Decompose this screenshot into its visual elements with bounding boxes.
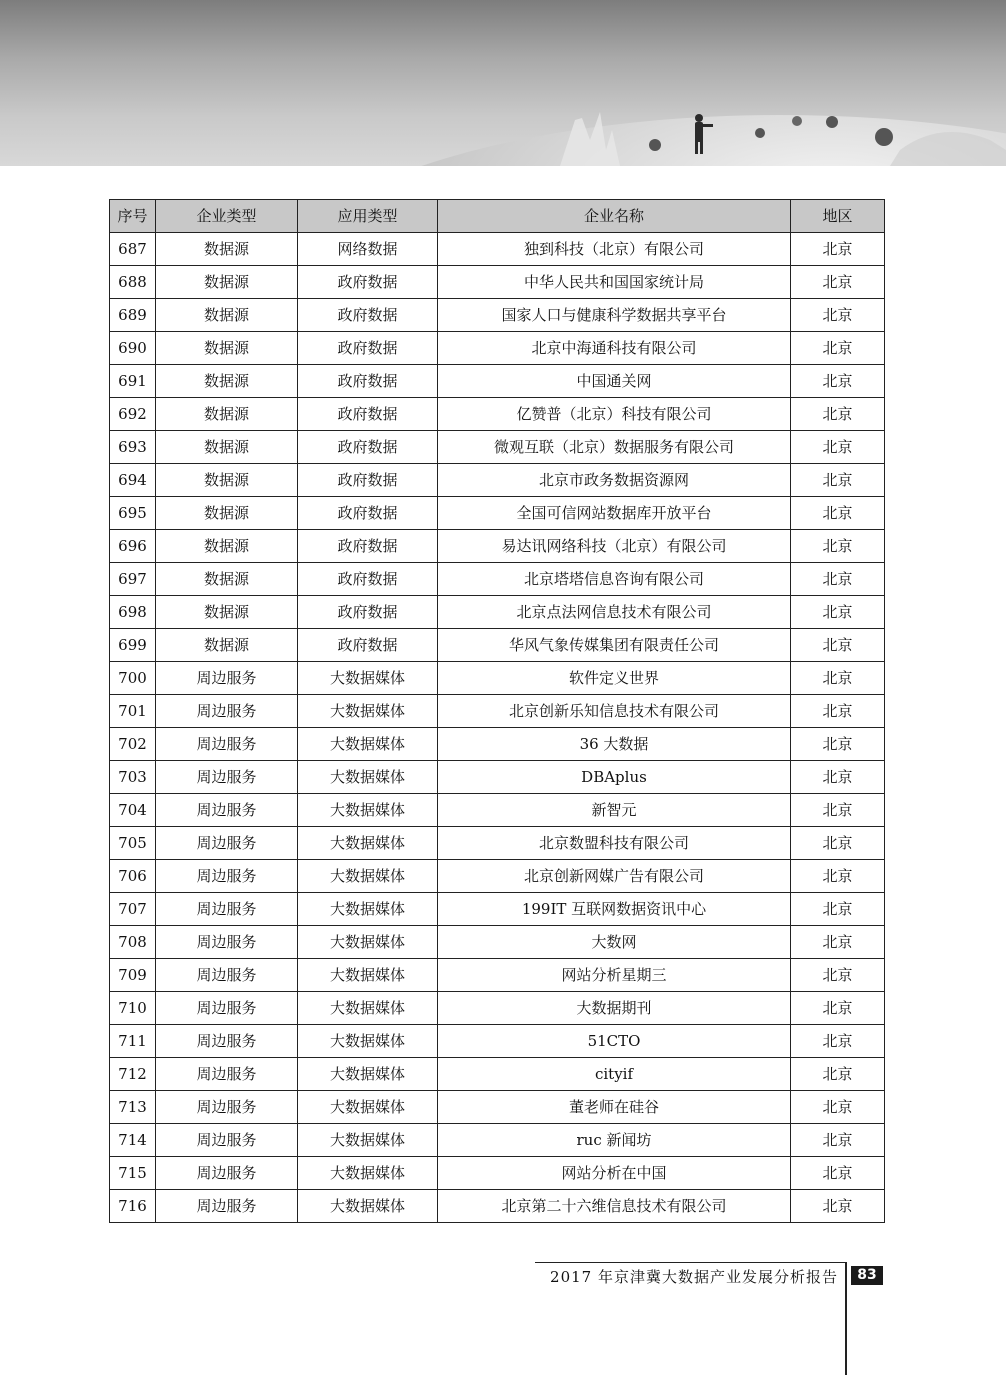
cell-region: 北京 — [791, 596, 885, 629]
cell-company-type: 周边服务 — [156, 728, 298, 761]
banner-illustration — [0, 0, 1006, 166]
table-row — [110, 794, 885, 827]
cell-company-name: DBAplus — [438, 761, 791, 794]
orb-icon — [649, 139, 661, 151]
cell-company-type: 数据源 — [156, 431, 298, 464]
orb-icon — [826, 116, 838, 128]
cell-company-type: 周边服务 — [156, 992, 298, 1025]
cell-application-type: 政府数据 — [298, 530, 438, 563]
cell-application-type: 政府数据 — [298, 596, 438, 629]
cell-application-type: 政府数据 — [298, 497, 438, 530]
cell-company-name: 大数网 — [438, 926, 791, 959]
cell-application-type: 政府数据 — [298, 266, 438, 299]
cell-company-name: 北京点法网信息技术有限公司 — [438, 596, 791, 629]
table-row — [110, 299, 885, 332]
cell-application-type: 大数据媒体 — [298, 695, 438, 728]
table-row — [110, 464, 885, 497]
cell-index: 695 — [110, 497, 156, 530]
table-row — [110, 563, 885, 596]
cell-company-type: 数据源 — [156, 596, 298, 629]
cell-index: 705 — [110, 827, 156, 860]
page-number: 83 — [851, 1266, 883, 1285]
table-row — [110, 266, 885, 299]
footer-vertical-rule — [845, 1262, 847, 1375]
cell-region: 北京 — [791, 1058, 885, 1091]
cell-index: 688 — [110, 266, 156, 299]
report-title: 2017 年京津冀大数据产业发展分析报告 — [550, 1268, 838, 1286]
cell-application-type: 政府数据 — [298, 332, 438, 365]
footer-rule — [535, 1262, 845, 1263]
company-table — [109, 199, 885, 1223]
cell-company-type: 数据源 — [156, 299, 298, 332]
cell-application-type: 网络数据 — [298, 233, 438, 266]
cell-region: 北京 — [791, 1157, 885, 1190]
cell-application-type: 大数据媒体 — [298, 662, 438, 695]
cell-company-name: 北京市政务数据资源网 — [438, 464, 791, 497]
header-company-type: 企业类型 — [156, 200, 298, 233]
cell-application-type: 大数据媒体 — [298, 1124, 438, 1157]
table-row — [110, 365, 885, 398]
table-row — [110, 860, 885, 893]
cell-index: 694 — [110, 464, 156, 497]
cell-company-name: 北京第二十六维信息技术有限公司 — [438, 1190, 791, 1223]
table-row — [110, 827, 885, 860]
cell-application-type: 政府数据 — [298, 464, 438, 497]
cell-region: 北京 — [791, 695, 885, 728]
cell-application-type: 政府数据 — [298, 431, 438, 464]
cell-company-type: 周边服务 — [156, 1124, 298, 1157]
cell-region: 北京 — [791, 497, 885, 530]
cell-application-type: 大数据媒体 — [298, 827, 438, 860]
cell-company-type: 周边服务 — [156, 761, 298, 794]
cell-company-name: 全国可信网站数据库开放平台 — [438, 497, 791, 530]
cell-region: 北京 — [791, 233, 885, 266]
cell-index: 707 — [110, 893, 156, 926]
table-row — [110, 233, 885, 266]
cell-index: 708 — [110, 926, 156, 959]
cell-region: 北京 — [791, 794, 885, 827]
header-index: 序号 — [110, 200, 156, 233]
cell-application-type: 政府数据 — [298, 299, 438, 332]
cell-company-name: 软件定义世界 — [438, 662, 791, 695]
cell-region: 北京 — [791, 893, 885, 926]
cell-region: 北京 — [791, 959, 885, 992]
table-row — [110, 926, 885, 959]
cell-company-type: 数据源 — [156, 563, 298, 596]
cell-company-type: 数据源 — [156, 365, 298, 398]
cell-application-type: 大数据媒体 — [298, 860, 438, 893]
cell-index: 697 — [110, 563, 156, 596]
cell-region: 北京 — [791, 332, 885, 365]
cell-region: 北京 — [791, 266, 885, 299]
cell-company-type: 周边服务 — [156, 1025, 298, 1058]
cell-company-type: 数据源 — [156, 497, 298, 530]
cell-company-name: 华风气象传媒集团有限责任公司 — [438, 629, 791, 662]
cell-company-name: 北京创新网媒广告有限公司 — [438, 860, 791, 893]
cell-application-type: 大数据媒体 — [298, 794, 438, 827]
cell-application-type: 大数据媒体 — [298, 728, 438, 761]
cell-company-name: 新智元 — [438, 794, 791, 827]
table-row — [110, 1157, 885, 1190]
cell-region: 北京 — [791, 629, 885, 662]
cell-company-type: 周边服务 — [156, 893, 298, 926]
table-row — [110, 695, 885, 728]
cell-region: 北京 — [791, 1025, 885, 1058]
cell-company-type: 数据源 — [156, 266, 298, 299]
header-banner — [0, 0, 1006, 166]
cell-index: 709 — [110, 959, 156, 992]
cell-company-type: 周边服务 — [156, 1157, 298, 1190]
cell-index: 691 — [110, 365, 156, 398]
table-body — [110, 233, 885, 1223]
cell-company-name: 国家人口与健康科学数据共享平台 — [438, 299, 791, 332]
cell-application-type: 大数据媒体 — [298, 893, 438, 926]
cell-company-name: 网站分析星期三 — [438, 959, 791, 992]
cell-index: 690 — [110, 332, 156, 365]
cell-index: 693 — [110, 431, 156, 464]
orb-icon — [875, 128, 893, 146]
cell-company-name: 北京塔塔信息咨询有限公司 — [438, 563, 791, 596]
table-row — [110, 530, 885, 563]
cell-company-type: 周边服务 — [156, 860, 298, 893]
cell-company-type: 数据源 — [156, 398, 298, 431]
table-row — [110, 596, 885, 629]
cell-index: 689 — [110, 299, 156, 332]
cell-company-name: 易达讯网络科技（北京）有限公司 — [438, 530, 791, 563]
cell-index: 699 — [110, 629, 156, 662]
cell-index: 704 — [110, 794, 156, 827]
cell-company-name: 36 大数据 — [438, 728, 791, 761]
cell-application-type: 大数据媒体 — [298, 1025, 438, 1058]
cell-index: 706 — [110, 860, 156, 893]
cell-index: 712 — [110, 1058, 156, 1091]
cell-company-type: 数据源 — [156, 332, 298, 365]
table-row — [110, 332, 885, 365]
cell-company-name: 北京数盟科技有限公司 — [438, 827, 791, 860]
cell-application-type: 政府数据 — [298, 398, 438, 431]
cell-application-type: 政府数据 — [298, 365, 438, 398]
cell-application-type: 大数据媒体 — [298, 926, 438, 959]
table-row — [110, 662, 885, 695]
cell-index: 701 — [110, 695, 156, 728]
header-application-type: 应用类型 — [298, 200, 438, 233]
cell-application-type: 大数据媒体 — [298, 1157, 438, 1190]
cell-region: 北京 — [791, 860, 885, 893]
table-row — [110, 497, 885, 530]
cell-index: 702 — [110, 728, 156, 761]
table-header-row — [110, 200, 885, 233]
cell-company-type: 周边服务 — [156, 1190, 298, 1223]
table-row — [110, 761, 885, 794]
table-row — [110, 728, 885, 761]
table-row — [110, 1190, 885, 1223]
table-row — [110, 431, 885, 464]
cell-region: 北京 — [791, 398, 885, 431]
cell-application-type: 大数据媒体 — [298, 761, 438, 794]
cell-region: 北京 — [791, 1190, 885, 1223]
header-region: 地区 — [791, 200, 885, 233]
cell-company-type: 周边服务 — [156, 1091, 298, 1124]
cell-region: 北京 — [791, 728, 885, 761]
cell-company-type: 周边服务 — [156, 794, 298, 827]
cell-index: 692 — [110, 398, 156, 431]
table-row — [110, 398, 885, 431]
cell-index: 700 — [110, 662, 156, 695]
cell-region: 北京 — [791, 926, 885, 959]
cell-company-name: 董老师在硅谷 — [438, 1091, 791, 1124]
cell-company-name: 大数据期刊 — [438, 992, 791, 1025]
cell-company-type: 数据源 — [156, 464, 298, 497]
cell-company-type: 周边服务 — [156, 1058, 298, 1091]
cell-company-type: 周边服务 — [156, 926, 298, 959]
cell-region: 北京 — [791, 365, 885, 398]
cell-index: 714 — [110, 1124, 156, 1157]
table-row — [110, 959, 885, 992]
cell-company-name: 网站分析在中国 — [438, 1157, 791, 1190]
cell-application-type: 大数据媒体 — [298, 1058, 438, 1091]
cell-company-name: 中华人民共和国国家统计局 — [438, 266, 791, 299]
cell-company-name: 51CTO — [438, 1025, 791, 1058]
cell-company-name: 北京创新乐知信息技术有限公司 — [438, 695, 791, 728]
cell-region: 北京 — [791, 530, 885, 563]
cell-index: 703 — [110, 761, 156, 794]
table-row — [110, 1058, 885, 1091]
table-row — [110, 992, 885, 1025]
cell-region: 北京 — [791, 1091, 885, 1124]
cell-region: 北京 — [791, 761, 885, 794]
cell-region: 北京 — [791, 1124, 885, 1157]
table-row — [110, 1091, 885, 1124]
cell-company-name: 独到科技（北京）有限公司 — [438, 233, 791, 266]
cell-index: 710 — [110, 992, 156, 1025]
cell-company-type: 周边服务 — [156, 662, 298, 695]
header-company-name: 企业名称 — [438, 200, 791, 233]
cell-company-type: 数据源 — [156, 530, 298, 563]
cell-index: 711 — [110, 1025, 156, 1058]
cell-application-type: 政府数据 — [298, 629, 438, 662]
cell-company-name: 北京中海通科技有限公司 — [438, 332, 791, 365]
cell-index: 687 — [110, 233, 156, 266]
cell-application-type: 大数据媒体 — [298, 1091, 438, 1124]
cell-company-name: ruc 新闻坊 — [438, 1124, 791, 1157]
cell-application-type: 大数据媒体 — [298, 1190, 438, 1223]
cell-company-type: 数据源 — [156, 233, 298, 266]
cell-region: 北京 — [791, 662, 885, 695]
cell-company-name: 中国通关网 — [438, 365, 791, 398]
globe-shape — [260, 115, 1006, 166]
table-row — [110, 893, 885, 926]
cell-index: 716 — [110, 1190, 156, 1223]
cell-region: 北京 — [791, 299, 885, 332]
cell-region: 北京 — [791, 827, 885, 860]
cell-company-name: 微观互联（北京）数据服务有限公司 — [438, 431, 791, 464]
cell-company-type: 周边服务 — [156, 827, 298, 860]
cell-company-type: 周边服务 — [156, 959, 298, 992]
cell-company-type: 周边服务 — [156, 695, 298, 728]
table-row — [110, 1025, 885, 1058]
cell-index: 696 — [110, 530, 156, 563]
cell-index: 713 — [110, 1091, 156, 1124]
cell-region: 北京 — [791, 563, 885, 596]
cell-index: 715 — [110, 1157, 156, 1190]
cell-application-type: 政府数据 — [298, 563, 438, 596]
cell-company-name: 199IT 互联网数据资讯中心 — [438, 893, 791, 926]
cell-application-type: 大数据媒体 — [298, 992, 438, 1025]
cell-index: 698 — [110, 596, 156, 629]
cell-region: 北京 — [791, 431, 885, 464]
orb-icon — [755, 128, 765, 138]
cell-company-type: 数据源 — [156, 629, 298, 662]
table-row — [110, 1124, 885, 1157]
orb-icon — [792, 116, 802, 126]
cell-region: 北京 — [791, 464, 885, 497]
cell-company-name: 亿赞普（北京）科技有限公司 — [438, 398, 791, 431]
cell-application-type: 大数据媒体 — [298, 959, 438, 992]
cell-company-name: cityif — [438, 1058, 791, 1091]
cell-region: 北京 — [791, 992, 885, 1025]
table-row — [110, 629, 885, 662]
